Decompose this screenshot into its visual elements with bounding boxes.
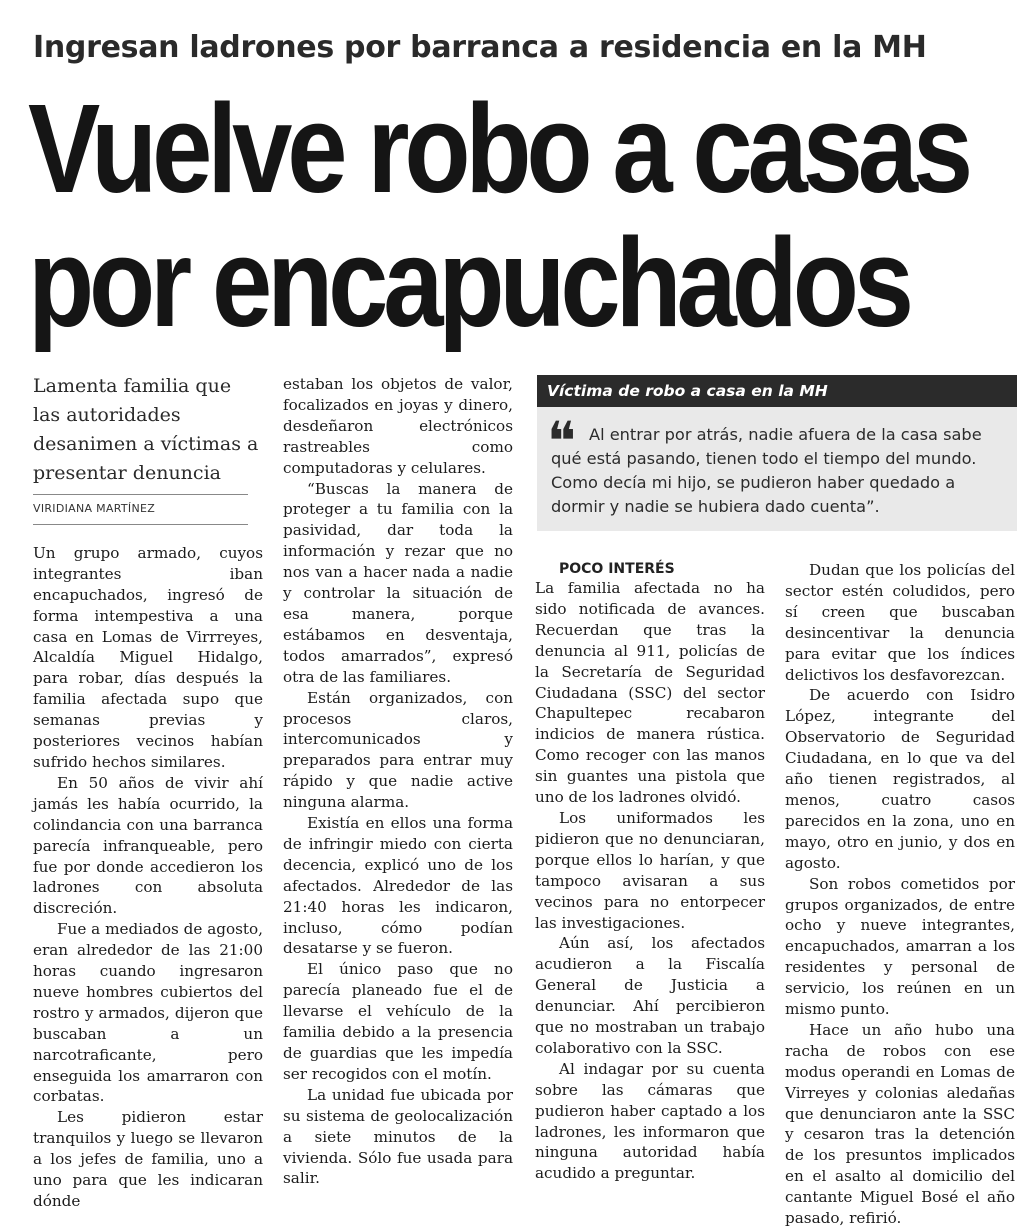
deck: Lamenta familia que las autoridades desanimen a víctimas a presentar denuncia xyxy=(33,375,259,484)
article-column-4 xyxy=(785,560,1015,1229)
paragraph: Al indagar por su cuenta sobre las cámaras que pudieron haber captado a los ladrones, les informaron que ninguna autoridad había acudido a preguntar. xyxy=(535,1059,765,1183)
paragraph: Hace un año hubo una racha de robos con ese modus operandi en Lomas de Virreyes y colonias aledañas que denunciaron ante la SSC y cesaron tras la detención de los presuntos implicados en el asalto al domicilio del cantante Miguel Bosé el año pasado, refirió. xyxy=(785,1020,1015,1228)
headline-line-1: Vuelve robo a casas xyxy=(28,78,968,219)
paragraph: Aún así, los afectados acudieron a la Fiscalía General de Justicia a denunciar. Ahí percibieron que no mostraban un trabajo colaborativo con la SSC. xyxy=(535,934,765,1057)
article-column-1 xyxy=(33,372,263,1212)
kicker: Ingresan ladrones por barranca a residencia en la MH xyxy=(33,30,927,65)
paragraph: Fue a mediados de agosto, eran alrededor de las 21:00 horas cuando ingresaron nueve hombres cubiertos del rostro y armados, dijeron que buscaban a un narcotraficante, pero enseguida los amarraron con corbatas. xyxy=(33,920,263,1106)
paragraph: estaban los objetos de valor, focalizados en joyas y dinero, desdeñaron electrónicos rastreables como computadoras y celulares. xyxy=(283,375,513,477)
paragraph: Están organizados, con procesos claros, intercomunicados y preparados para entrar muy rápido y que nadie active ninguna alarma. xyxy=(283,688,513,812)
paragraph: Son robos cometidos por grupos organizados, de entre ocho y nueve integrantes, encapuchados, amarran a los residentes y personal de servicio, los reúnen en un mismo punto. xyxy=(785,874,1015,1019)
paragraph: La familia afectada no ha sido notificada de avances. Recuerdan que tras la denuncia al 911, policías de la Secretaría de Seguridad Ciudadana (SSC) del sector Chapultepec recabaron indicios de manera rústica. Como recoger con las manos sin guantes una pistola que uno de los ladrones olvidó. xyxy=(535,579,765,807)
paragraph: En 50 años de vivir ahí jamás les había ocurrido, la colindancia con una barranca parecía infranqueable, pero fue por donde accedieron los ladrones con absoluta discreción. xyxy=(33,773,263,918)
article-column-2 xyxy=(283,374,513,1189)
article-column-3 xyxy=(535,560,765,1184)
paragraph: La unidad fue ubicada por su sistema de geolocalización a siete minutos de la vivienda. Sólo fue usada para salir. xyxy=(283,1085,513,1188)
headline-line-2: por encapuchados xyxy=(28,212,909,353)
paragraph: Existía en ellos una forma de infringir miedo con cierta decencia, explicó uno de los afectados. Alrededor de las 21:40 horas les indicaron, incluso, cómo podían desatarse y se fueron. xyxy=(283,814,513,958)
section-subhead: POCO INTERÉS xyxy=(559,561,675,577)
paragraph: De acuerdo con Isidro López, integrante del Observatorio de Seguridad Ciudadana, en lo que va del año tienen registrados, al menos, cuatro casos parecidos en la zona, uno en mayo, otro en junio, y dos en agosto. xyxy=(785,686,1015,872)
paragraph: Los uniformados les pidieron que no denunciaran, porque ellos lo harían, y que tampoco avisaran a sus vecinos para no entorpecer las investigaciones. xyxy=(535,808,765,932)
paragraph: Un grupo armado, cuyos integrantes iban encapuchados, ingresó de forma intempestiva a una casa en Lomas de Virrreyes, Alcaldía Miguel Hidalgo, para robar, días después la familia afectada supo que semanas previas y posteriores vecinos habían sufrido hechos similares. xyxy=(33,543,263,771)
pull-quote-box xyxy=(537,375,1017,531)
paragraph: “Buscas la manera de proteger a tu familia con la pasividad, dar toda la información y rezar que no nos van a hacer nada a nadie y controlar la situación de esa manera, porque estábamos en desventaja, todos amarrados”, expresó otra de las familiares. xyxy=(283,479,513,686)
byline: VIRIDIANA MARTÍNEZ xyxy=(33,494,248,525)
pull-quote-title: Víctima de robo a casa en la MH xyxy=(537,375,1017,407)
pull-quote-text: Al entrar por atrás, nadie afuera de la casa sabe qué está pasando, tienen todo el tiempo del mundo. Como decía mi hijo, se pudieron haber quedado a dormir y nadie se hubiera dado cuenta”. xyxy=(551,425,982,516)
paragraph: Les pidieron estar tranquilos y luego se llevaron a los jefes de familia, uno a uno para que les indicaran dónde xyxy=(33,1108,263,1210)
headline xyxy=(28,78,968,353)
quote-mark-icon: ❝ xyxy=(547,410,577,473)
paragraph: Dudan que los policías del sector estén coludidos, pero sí creen que buscaban desincentivar la denuncia para evitar que los índices delictivos los desfavorezcan. xyxy=(785,561,1015,684)
paragraph: El único paso que no parecía planeado fue el de llevarse el vehículo de la familia debido a la presencia de guardias que les impedía ser recogidos con el motín. xyxy=(283,960,513,1083)
